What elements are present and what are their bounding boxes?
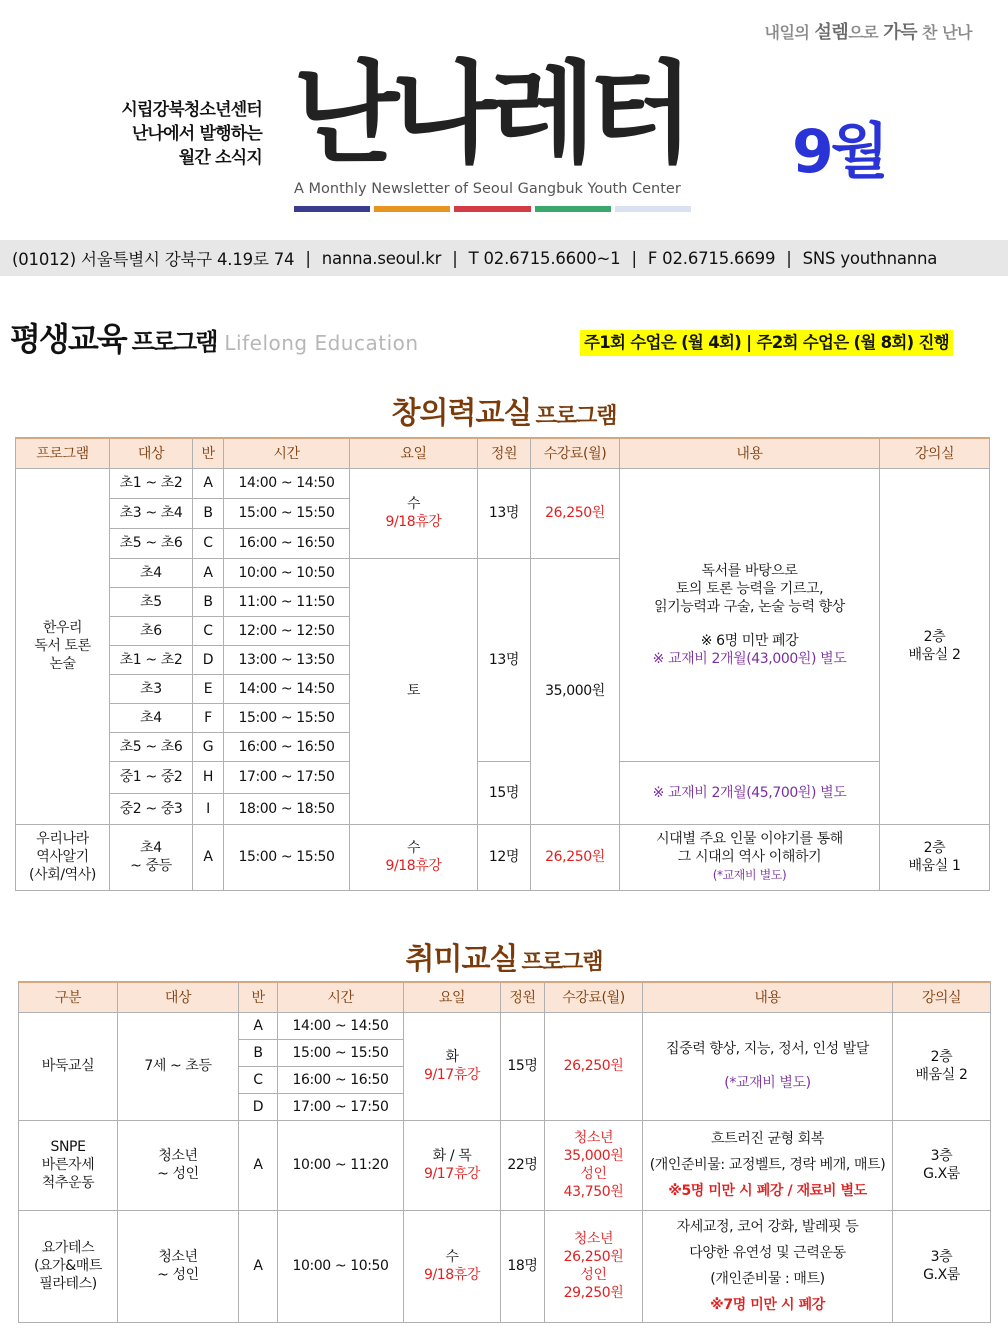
table-row: 바둑교실 7세 ~ 초등 A 14:00 ~ 14:50 화 9/17휴강 15명 26,250원 집중력 향상, 지능, 정서, 인성 발달 (*교재비 별도) 2층 배움실 2 bbox=[19, 1012, 991, 1039]
table-row: 초5 ~ 초6 G 16:00 ~ 16:50 bbox=[16, 732, 990, 761]
table-row: 초4 A 10:00 ~ 10:50 토 13명 35,000원 bbox=[16, 558, 990, 587]
contact-info-bar: (01012) 서울특별시 강북구 4.19로 74 | nanna.seoul.kr | T 02.6715.6600~1 | F 02.6715.6699 | SNS youthnanna bbox=[0, 240, 1008, 276]
table-header-row: 프로그램 대상 반 시간 요일 정원 수강료(월) 내용 강의실 bbox=[16, 438, 990, 468]
class-day: 수 9/18휴강 bbox=[350, 468, 478, 558]
classroom: 2층 배움실 2 bbox=[893, 1012, 991, 1120]
color-segment bbox=[615, 206, 691, 212]
program-content: 시대별 주요 인물 이야기를 통해 그 시대의 역사 이해하기 (*교재비 별도) bbox=[620, 824, 880, 890]
table-row: 중2 ~ 중3 I 18:00 ~ 18:50 bbox=[16, 793, 990, 824]
table-row: 초3 ~ 초4 B 15:00 ~ 15:50 bbox=[16, 498, 990, 528]
class-day: 수 9/18휴강 bbox=[404, 1210, 501, 1322]
table-row: 중1 ~ 중2 H 17:00 ~ 17:50 15명 ※ 교재비 2개월(45,700원) 별도 bbox=[16, 761, 990, 793]
creativity-class-table bbox=[15, 437, 990, 891]
section-title: 평생교육 프로그램 Lifelong Education bbox=[10, 320, 419, 358]
table-row: 우리나라 역사알기 (사회/역사) 초4 ~ 중등 A 15:00 ~ 15:50 수 9/18휴강 12명 26,250원 시대별 주요 인물 이야기를 통해 그 시대의 역사 이해하기 (*교재비 별도) 2층 배움실 1 bbox=[16, 824, 990, 890]
hobby-class-table bbox=[18, 981, 991, 1323]
program-name: SNPE 바른자세 척추운동 bbox=[19, 1120, 118, 1210]
table-row: 초5 ~ 초6 C 16:00 ~ 16:50 bbox=[16, 528, 990, 558]
table-row: D 17:00 ~ 17:50 bbox=[19, 1093, 991, 1120]
fee-cell: 청소년 26,250원 성인 29,250원 bbox=[545, 1210, 643, 1322]
class-day: 수 9/18휴강 bbox=[350, 824, 478, 890]
class-day: 화 9/17휴강 bbox=[404, 1012, 501, 1120]
program-content: 흐트러진 균형 회복 (개인준비물: 교정벨트, 경락 베개, 매트) ※5명 미만 시 폐강 / 재료비 별도 bbox=[643, 1120, 893, 1210]
table-row: C 16:00 ~ 16:50 bbox=[19, 1066, 991, 1093]
program-content: 집중력 향상, 지능, 정서, 인성 발달 (*교재비 별도) bbox=[643, 1012, 893, 1120]
creativity-class-title: 창의력교실 프로그램 bbox=[391, 396, 617, 431]
hobby-class-title: 취미교실 프로그램 bbox=[405, 942, 603, 977]
classroom: 3층 G.X룸 bbox=[893, 1120, 991, 1210]
color-segment bbox=[454, 206, 530, 212]
table-row: 요가테스 (요가&매트 필라테스) 청소년 ~ 성인 A 10:00 ~ 10:50 수 9/18휴강 18명 청소년 26,250원 성인 29,250원 자세교정, 코어 강화, 발레핏 등 다양한 유연성 및 근력운동 (개인준비물 : 매트) ※7명 미만 시 폐강 3층 G.X룸 bbox=[19, 1210, 991, 1322]
program-name: 요가테스 (요가&매트 필라테스) bbox=[19, 1210, 118, 1322]
color-segment bbox=[294, 206, 370, 212]
table-row: 초1 ~ 초2 D 13:00 ~ 13:50 bbox=[16, 645, 990, 674]
publisher-text: 시립강북청소년센터 난나에서 발행하는 월간 소식지 bbox=[121, 100, 262, 168]
table-row: SNPE 바른자세 척추운동 청소년 ~ 성인 A 10:00 ~ 11:20 화 / 목 9/17휴강 22명 청소년 35,000원 성인 43,750원 흐트러진 균형 회복 (개인준비물: 교정벨트, 경락 베개, 매트) ※5명 미만 시 폐강 / 재료비 별도 3층 G.X룸 bbox=[19, 1120, 991, 1210]
class-frequency-notice: 주1회 수업은 (월 4회) | 주2회 수업은 (월 8회) 진행 bbox=[580, 330, 953, 356]
sns-handle: SNS youthnanna bbox=[802, 248, 938, 268]
table-row: 초6 C 12:00 ~ 12:50 bbox=[16, 616, 990, 645]
fee-cell: 청소년 35,000원 성인 43,750원 bbox=[545, 1120, 643, 1210]
issue-month: 9월 bbox=[792, 117, 886, 187]
table-header-row: 구분 대상 반 시간 요일 정원 수강료(월) 내용 강의실 bbox=[19, 982, 991, 1012]
program-name: 한우리 독서 토론 논술 bbox=[16, 468, 110, 824]
classroom: 2층 배움실 1 bbox=[880, 824, 990, 890]
website-link[interactable]: nanna.seoul.kr bbox=[321, 248, 442, 268]
address: (01012) 서울특별시 강북구 4.19로 74 bbox=[12, 250, 295, 269]
class-day: 토 bbox=[350, 558, 478, 824]
table-row: 초5 B 11:00 ~ 11:50 bbox=[16, 587, 990, 616]
table-row: 초4 F 15:00 ~ 15:50 bbox=[16, 703, 990, 732]
table-row: 초3 E 14:00 ~ 14:50 bbox=[16, 674, 990, 703]
newsletter-subtitle: A Monthly Newsletter of Seoul Gangbuk Youth Center bbox=[294, 181, 681, 197]
color-bar bbox=[294, 206, 691, 212]
fax: F 02.6715.6699 bbox=[647, 248, 776, 268]
telephone: T 02.6715.6600~1 bbox=[468, 248, 621, 268]
table-row: B 15:00 ~ 15:50 bbox=[19, 1039, 991, 1066]
program-content: 독서를 바탕으로 토의 토론 능력을 기르고, 읽기능력과 구술, 논술 능력 향상 ※ 6명 미만 폐강 ※ 교재비 2개월(43,000원) 별도 bbox=[620, 468, 880, 761]
newsletter-masthead: 난나레터 bbox=[293, 50, 687, 178]
program-name: 바둑교실 bbox=[19, 1012, 118, 1120]
class-day: 화 / 목 9/17휴강 bbox=[404, 1120, 501, 1210]
program-name: 우리나라 역사알기 (사회/역사) bbox=[16, 824, 110, 890]
classroom: 2층 배움실 2 bbox=[880, 468, 990, 824]
color-segment bbox=[374, 206, 450, 212]
slogan: 내일의 설렘으로 가득 찬 난나 bbox=[764, 22, 972, 43]
classroom: 3층 G.X룸 bbox=[893, 1210, 991, 1322]
color-segment bbox=[535, 206, 611, 212]
table-row: 한우리 독서 토론 논술 초1 ~ 초2 A 14:00 ~ 14:50 수 9/18휴강 13명 26,250원 독서를 바탕으로 토의 토론 능력을 기르고, 읽기능력과 구술, 논술 능력 향상 ※ 6명 미만 폐강 ※ 교재비 2개월(43,000원) 별도 2층 배움실 2 bbox=[16, 468, 990, 498]
program-content: 자세교정, 코어 강화, 발레핏 등 다양한 유연성 및 근력운동 (개인준비물 : 매트) ※7명 미만 시 폐강 bbox=[643, 1210, 893, 1322]
